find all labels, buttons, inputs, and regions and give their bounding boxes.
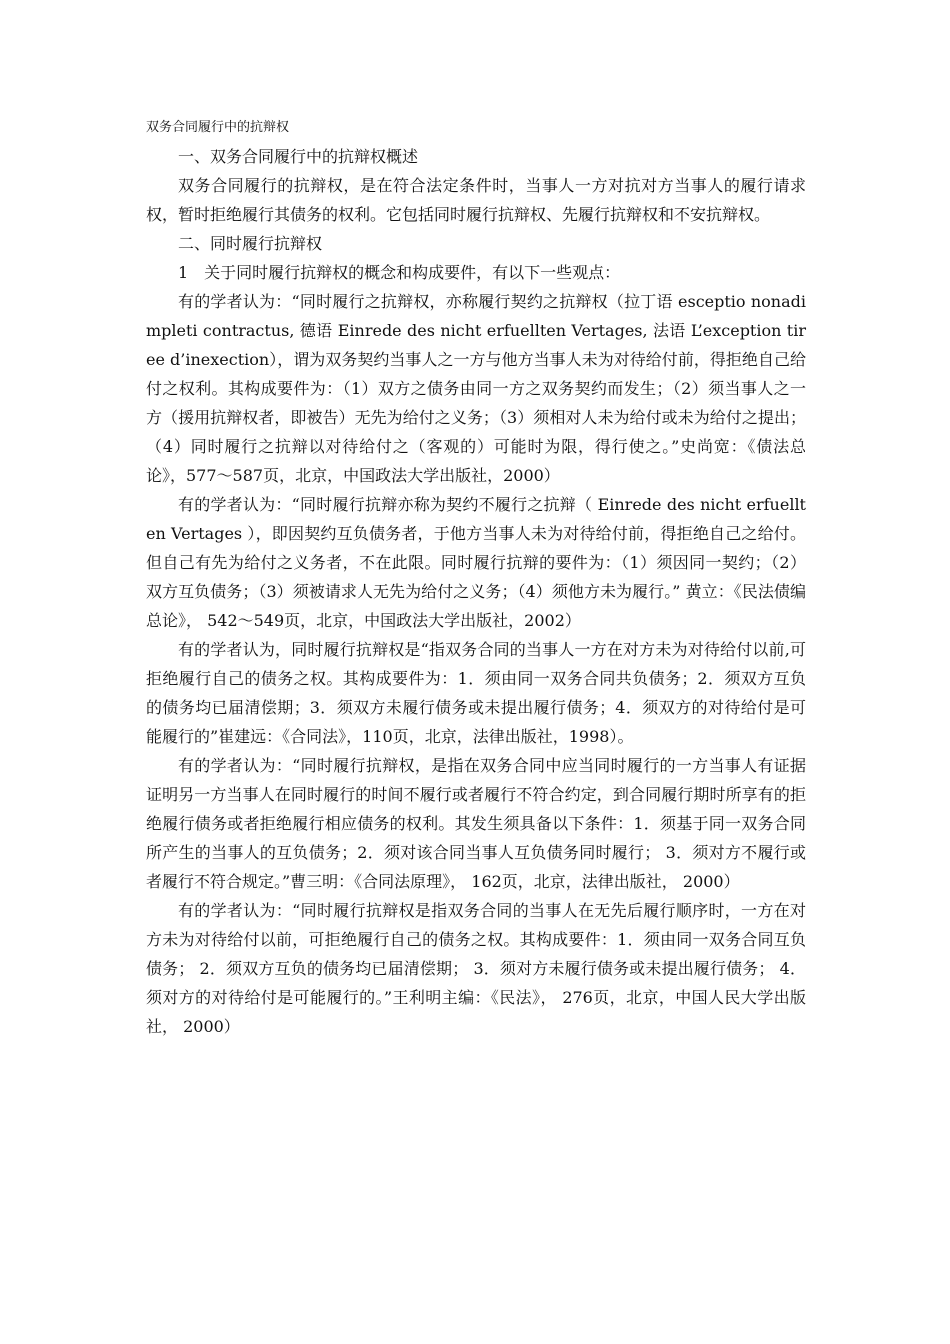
paragraph-view-huang-li: 有的学者认为：“同时履行抗辩亦称为契约不履行之抗辩（ Einrede des nicht erfuellten Vertages ），即因契约互负债务者，于他方当事人未为对待给付前，得拒绝自己之给付。但自己有先为给付之义务者，不在此限。同时履行抗辩的要件为：（1）须因同一契约；（2）双方互负债务；（3）须被请求人无先为给付之义务；（4）须他方未为履行。” 黄立：《民法债编总论》， 542～549页，北京，中国政法大学出版社，2002）	[146, 495, 806, 630]
paragraph-view-cui-jianyuan: 有的学者认为，同时履行抗辩权是“指双务合同的当事人一方在对方未为对待给付以前,可拒绝履行自己的债务之权。其构成要件为：1．须由同一双务合同共负债务；2．须双方互负的债务均已届清偿期；3．须双方未履行债务或未提出履行债务；4．须双方的对待给付是可能履行的”崔建远：《合同法》，110页，北京，法律出版社，1998）。	[146, 640, 806, 746]
paragraph-view-shi-shangkuan: 有的学者认为：“同时履行之抗辩权，亦称履行契约之抗辩权（拉丁语 esceptio nonadimpleti contractus, 德语 Einrede des nicht erfuellten Vertages, 法语 L’exception tiree d’inexection），谓为双务契约当事人之一方与他方当事人未为对待给付前，得拒绝自己给付之权利。其构成要件为：（1）双方之债务由同一方之双务契约而发生；（2）须当事人之一方（援用抗辩权者，即被告）无先为给付之义务；（3）须相对人未为给付或未为给付之提出；（4）同时履行之抗辩以对待给付之（客观的）可能时为限，得行使之。”史尚宽：《债法总论》，577～587页，北京，中国政法大学出版社，2000）	[146, 292, 806, 485]
document-page	[146, 116, 806, 1041]
paragraph-view-wang-liming: 有的学者认为：“同时履行抗辩权是指双务合同的当事人在无先后履行顺序时，一方在对方未为对待给付以前，可拒绝履行自己的债务之权。其构成要件：1．须由同一双务合同互负债务； 2．须双方互负的债务均已届清偿期； 3．须对方未履行债务或未提出履行债务； 4．须对方的对待给付是可能履行的。”王利明主编：《民法》， 276页，北京，中国人民大学出版社， 2000）	[146, 901, 806, 1036]
paragraph-view-cao-sanming: 有的学者认为：“同时履行抗辩权，是指在双务合同中应当同时履行的一方当事人有证据证明另一方当事人在同时履行的时间不履行或者履行不符合约定，到合同履行期时所享有的拒绝履行债务或者拒绝履行相应债务的权利。其发生须具备以下条件：1．须基于同一双务合同所产生的当事人的互负债务；2．须对该合同当事人互负债务同时履行； 3．须对方不履行或者履行不符合规定。”曹三明：《合同法原理》， 162页，北京，法律出版社， 2000）	[146, 756, 806, 891]
section-heading-overview: 一、双务合同履行中的抗辩权概述	[178, 147, 419, 166]
paragraph-intro-views: 1 关于同时履行抗辩权的概念和构成要件，有以下一些观点：	[178, 263, 621, 282]
section-heading-simultaneous: 二、同时履行抗辩权	[178, 234, 323, 253]
paragraph-definition: 双务合同履行的抗辩权，是在符合法定条件时，当事人一方对抗对方当事人的履行请求权，暂时拒绝履行其债务的权利。它包括同时履行抗辩权、先履行抗辩权和不安抗辩权。	[146, 176, 806, 224]
document-title: 双务合同履行中的抗辩权	[146, 120, 290, 135]
